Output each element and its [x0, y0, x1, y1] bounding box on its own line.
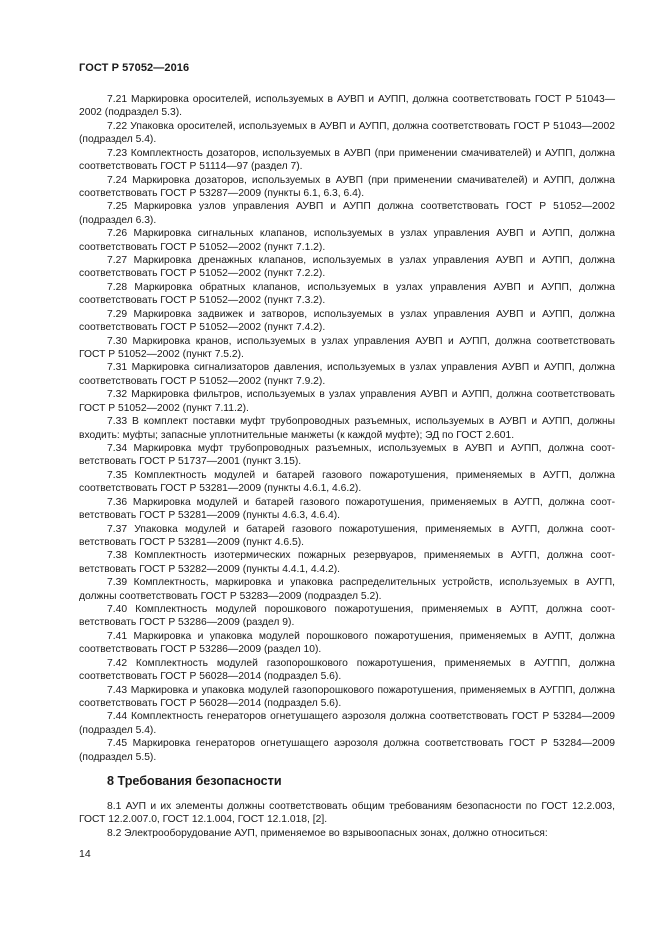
clause-paragraph: 7.27 Маркировка дренажных клапанов, используемых в узлах управления АУВП и АУПП, должна соответствовать ГОСТ Р 51052—2002 (пункт 7.2.2).	[79, 255, 615, 280]
clause-paragraph: 7.44 Комплектность генераторов огнетушащего аэрозоля должна соответствовать ГОСТ Р 53284—2009 (подраздел 5.4).	[79, 711, 615, 736]
clause-paragraph: 7.45 Маркировка генераторов огнетушащего аэрозоля должна соответствовать ГОСТ Р 53284—2009 (подраздел 5.5).	[79, 738, 615, 763]
clause-paragraph: 7.43 Маркировка и упаковка модулей газопорошкового пожаротушения, применяемых в АУГПП, должна соответствовать ГОСТ Р 56028—2014 (подраздел 5.6).	[79, 684, 615, 709]
clause-list	[79, 93, 615, 764]
page-content	[79, 93, 615, 839]
clause-paragraph: 7.28 Маркировка обратных клапанов, используемых в узлах управления АУВП и АУПП, должна соответствовать ГОСТ Р 51052—2002 (пункт 7.3.2).	[79, 281, 615, 307]
section-body	[79, 800, 615, 840]
clause-paragraph: 7.36 Маркировка модулей и батарей газового пожаротушения, применяемых в АУГП, должна соответствовать ГОСТ Р 53281—2009 (пункты 4.6.3, 4.6.4).	[79, 496, 615, 522]
clause-paragraph: 7.42 Комплектность модулей газопорошкового пожаротушения, применяемых в АУГПП, должна соответствовать ГОСТ Р 56028—2014 (подраздел 5.6).	[79, 657, 615, 683]
clause-paragraph: 7.32 Маркировка фильтров, используемых в узлах управления АУВП и АУПП, должна соответствовать ГОСТ Р 51052—2002 (пункт 7.11.2).	[79, 389, 615, 414]
clause-paragraph: 7.41 Маркировка и упаковка модулей порошкового пожаротушения, применяемых в АУПТ, должна соответствовать ГОСТ Р 53286—2009 (раздел 10).	[79, 630, 615, 656]
clause-paragraph: 7.25 Маркировка узлов управления АУВП и АУПП должна соответствовать ГОСТ Р 51052—2002 (подраздел 6.3).	[79, 201, 615, 226]
clause-paragraph: 7.34 Маркировка муфт трубопроводных разъемных, используемых в АУВП и АУПП, должна соответствовать ГОСТ Р 51737—2001 (пункт 3.15).	[79, 442, 615, 468]
section-paragraph: 8.2 Электрооборудование АУП, применяемое во взрывоопасных зонах, должно относиться:	[107, 827, 548, 839]
clause-paragraph: 7.38 Комплектность изотермических пожарных резервуаров, применяемых в АУГП, должна соответствовать ГОСТ Р 53282—2009 (пункты 4.4.1, 4.4.2).	[79, 550, 615, 575]
section-title: 8 Требования безопасности	[107, 774, 282, 788]
document-header-code: ГОСТ Р 57052—2016	[79, 62, 190, 74]
clause-paragraph: 7.21 Маркировка оросителей, используемых в АУВП и АУПП, должна соответствовать ГОСТ Р 51043—2002 (подраздел 5.3).	[79, 94, 615, 119]
clause-paragraph: 7.24 Маркировка дозаторов, используемых в АУВП (при применении смачивателей) и АУПП, должна соответствовать ГОСТ Р 53287—2009 (пункты 6.1, 6.3, 6.4).	[79, 174, 615, 199]
clause-paragraph: 7.29 Маркировка задвижек и затворов, используемых в узлах управления АУВП и АУПП, должна соответствовать ГОСТ Р 51052—2002 (пункт 7.4.2).	[79, 308, 615, 334]
clause-paragraph: 7.33 В комплект поставки муфт трубопроводных разъемных, используемых в АУВП и АУПП, должны входить: муфты; запасные уплотнительные манжеты (к каждой муфте); ЭД по ГОСТ 2.601.	[79, 416, 615, 441]
clause-paragraph: 7.22 Упаковка оросителей, используемых в АУВП и АУПП, должна соответствовать ГОСТ Р 51043—2002 (подраздел 5.4).	[79, 120, 615, 146]
clause-paragraph: 7.37 Упаковка модулей и батарей газового пожаротушения, применяемых в АУГП, должна соответствовать ГОСТ Р 53281—2009 (пункт 4.6.5).	[79, 523, 615, 548]
clause-paragraph: 7.26 Маркировка сигнальных клапанов, используемых в узлах управления АУВП и АУПП, должна соответствовать ГОСТ Р 51052—2002 (пункт 7.1.2).	[79, 228, 615, 253]
section-paragraph: 8.1 АУП и их элементы должны соответствовать общим требованиям безопасности по ГОСТ 12.2.003, ГОСТ 12.2.007.0, ГОСТ 12.1.004, ГОСТ 12.1.018, [2].	[79, 801, 615, 826]
clause-paragraph: 7.30 Маркировка кранов, используемых в узлах управления АУВП и АУПП, должна соответствовать ГОСТ Р 51052—2002 (пункт 7.5.2).	[79, 335, 615, 361]
clause-paragraph: 7.23 Комплектность дозаторов, используемых в АУВП (при применении смачивателей) и АУПП, должна соответствовать ГОСТ Р 51114—97 (раздел 7).	[79, 147, 615, 173]
page-number: 14	[79, 848, 91, 860]
clause-paragraph: 7.31 Маркировка сигнализаторов давления, используемых в узлах управления АУВП и АУПП, должна соответствовать ГОСТ Р 51052—2002 (пункт 7.9.2).	[79, 362, 615, 387]
clause-paragraph: 7.39 Комплектность, маркировка и упаковка распределительных устройств, используемых в АУГП, должны соответствовать ГОСТ Р 53283—2009 (подраздел 5.2).	[79, 577, 615, 602]
clause-paragraph: 7.40 Комплектность модулей порошкового пожаротушения, применяемых в АУПТ, должна соответствовать ГОСТ Р 53286—2009 (раздел 9).	[79, 604, 615, 629]
clause-paragraph: 7.35 Комплектность модулей и батарей газового пожаротушения, применяемых в АУГП, должна соответствовать ГОСТ Р 53281—2009 (пункты 4.6.1, 4.6.2).	[79, 469, 615, 495]
